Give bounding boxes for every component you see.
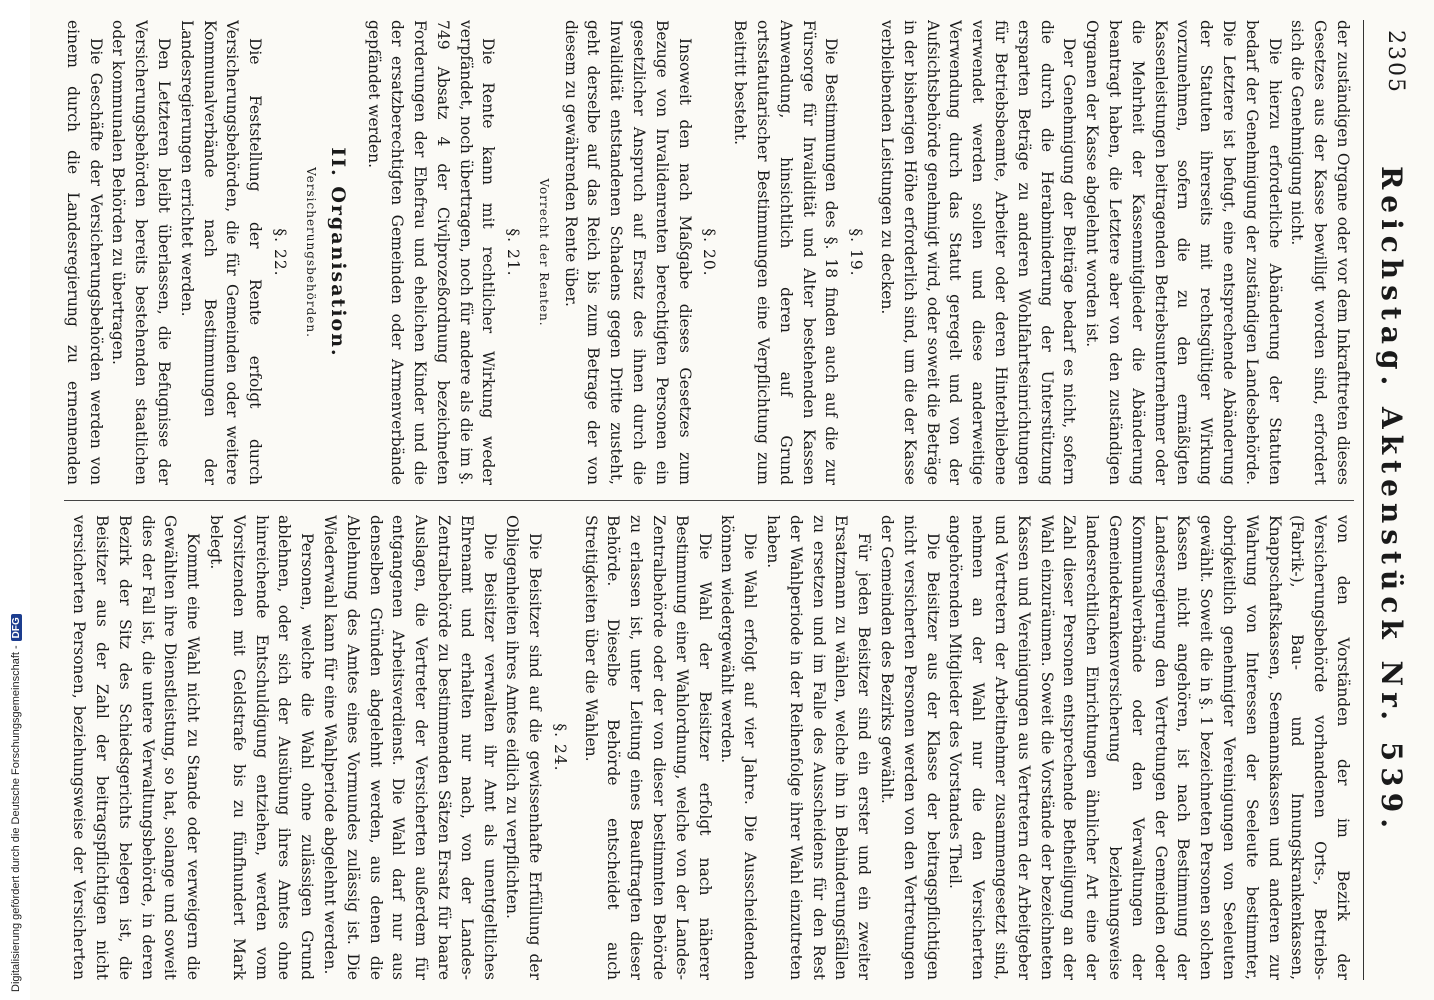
section-heading-22: §. 22. <box>270 228 289 277</box>
page-number: 2305 <box>1383 30 1408 94</box>
page-title: Reichstag. Aktenstück Nr. 539. <box>1375 166 1408 834</box>
paragraph: Kommt eine Wahl nicht zu Stande oder verweigern die Gewählten ihre Dienstleistung, so hat, solange und soweit dies der Fall ist, die untere Verwaltungsbehörde, in deren Bezirk der Sitz des Schiedsgerichts belegen ist, die Beisitzer aus der Zahl der beitragspflichtigen nicht versicherten Personen, beziehungsweise der Versicherten <box>70 515 203 980</box>
paragraph: Die Wahl der Beisitzer erfolgt nach näherer Bestimmung einer Wahlordnung, welche von der Landes-Zentralbehörde oder der von dieser bestimmten Behörde zu erlassen ist, unter Leitung eines Beauftragten dieser Behörde. Dieselbe Behörde entscheidet auch Streitigkeiten über die Wahlen. <box>581 515 714 980</box>
section-heading-19: §. 19. <box>847 228 866 277</box>
subheading: Vorrecht der Renten. <box>536 178 551 327</box>
rotated-page-content <box>30 0 1434 1000</box>
paragraph: Die Wahl erfolgt auf vier Jahre. Die Ausscheidenden können wiedergewählt werden. <box>718 515 760 980</box>
paragraph: Die Beisitzer aus der Klasse der beitragspflichtigen nicht versicherten Personen werden von den Vertretungen der Gemeinden des Bezirks gewählt. <box>878 515 942 980</box>
column-divider <box>64 500 1354 501</box>
paragraph: Die Rente kann mit rechtlicher Wirkung weder verpfändet, noch übertragen, noch für andere als die im §. 749 Absatz 4 der Civilprozeßordnung bezeichneten Forderungen der Ehefrau und ehelichen Kinder und die der ersatzberechtigten Gemeinden oder Armenverbände gepfändet werden. <box>365 20 498 485</box>
page-body <box>50 20 1414 980</box>
part-title: II. Organisation. <box>326 147 349 358</box>
digitization-credit <box>0 0 30 1000</box>
section-heading-20: §. 20. <box>700 228 719 277</box>
paragraph: Der Genehmigung der Beiträge bedarf es nicht, sofern die durch die Herabminderung der Unterstützung ersparten Beträge zu anderen Wohlfahrtseinrichtungen für Betriebsbeamte, Arbeiter oder deren Hinterbliebene verwendet werden sollen und diese anderweitige Verwendung durch das Statut geregelt und von der Aufsichtsbehörde genehmigt wird, oder soweit die Beträge in der bisherigen Höhe erforderlich sind, um die der Kasse verbleibenden Leistungen zu decken. <box>878 20 1079 485</box>
paragraph: Die hierzu erforderliche Abänderung der Statuten bedarf der Genehmigung der zuständigen Landesbehörde. Die Letztere ist befugt, eine entsprechende Abänderung der Statuten ihrerseits mit rechtsgültiger Wirkung vorzunehmen, sofern die zu den ermäßigten Kassenleistungen beitragenden Betriebsunternehmer oder die Mehrheit der Kassenmitglieder die Abänderung beantragt haben, die Letztere aber von den zuständigen Organen der Kasse abgelehnt worden ist. <box>1083 20 1284 485</box>
paragraph: Die Beisitzer verwalten ihr Amt als unentgeltliches Ehrenamt und erhalten nur nach, von der Landes-Zentralbehörde zu bestimmenden Sätzen Ersatz für baare Auslagen, die Vertreter der Versicherten außerdem für entgangenen Arbeitsverdienst. Die Wahl darf nur aus denselben Gründen abgelehnt werden, aus denen die Ablehnung des Amtes eines Vormundes zulässig ist. Die Wiederwahl kann für eine Wahlperiode abgelehnt werden. <box>320 515 499 980</box>
paragraph: Die Beisitzer sind auf die gewissenhafte Erfüllung der Obliegenheiten ihres Amtes eidlich zu verpflichten. <box>503 515 545 980</box>
text-columns <box>64 20 1354 980</box>
scanned-page <box>30 0 1434 1000</box>
paragraph: Die Feststellung der Rente erfolgt durch Versicherungsbehörden, die für Gemeinden oder weitere Kommunalverbände nach Bestimmungen der Landesregierungen errichtet werden. <box>177 20 265 485</box>
paragraph: Den Letzteren bleibt überlassen, die Befugnisse der Versicherungsbehörden bereits bestehenden staatlichen oder kommunalen Behörden zu übertragen. <box>109 20 173 485</box>
paragraph: Die Geschäfte der Versicherungsbehörden werden von einem durch die Landesregierung zu ernennenden <box>64 20 105 485</box>
credit-label: Digitalisierung gefördert durch die Deutsche Forschungsgemeinschaft - <box>10 645 22 992</box>
section-heading-24: §. 24. <box>550 723 569 772</box>
right-column <box>64 515 1354 980</box>
paragraph: von den Vorständen der im Bezirk der Versicherungsbehörde vorhandenen Orts-, Betriebs- (Fabrik-), Bau- und Innungskrankenkassen, Knappschaftskassen, Seemannskassen und anderen zur Wahrung von Interessen der Seeleute bestimmter, obrigkeitlich genehmigter Vereinigungen von Seeleuten gewählt. Soweit die in §. 1 bezeichneten Personen solchen Kassen nicht angehören, ist nach Bestimmung der Landesregierung den Vertretungen der Gemeinden oder Kommunalverbände oder den Verwaltungen der Gemeindekrankenversicherung beziehungsweise landesrechtlichen Einrichtungen ähnlicher Art eine der Zahl dieser Personen entsprechende Betheiligung an der Wahl einzuräumen. Soweit die Vorstände der bezeichneten Kassen und Vereinigungen aus Vertretern der Arbeitgeber und Vertretern der Arbeitnehmer zusammengesetzt sind, nehmen an der Wahl nur die den Versicherten angehörenden Mitglieder des Vorstandes Theil. <box>946 515 1352 980</box>
dfg-logo: DFG <box>11 614 22 641</box>
paragraph: Insoweit den nach Maßgabe dieses Gesetzes zum Bezuge von Invalidenrenten berechtigten Personen ein gesetzlicher Anspruch auf Ersatz des ihnen durch die Invalidität entstandenen Schadens gegen Dritte zusteht, geht derselbe auf das Reich bis zum Betrage der von diesem zu gewährenden Rente über. <box>561 20 694 485</box>
section-heading-21: §. 21. <box>504 228 523 277</box>
paragraph: Für jeden Beisitzer sind ein erster und ein zweiter Ersatzmann zu wählen, welche ihn in Behinderungsfällen zu ersetzen und im Falle des Ausscheidens für den Rest der Wahlperiode in der Reihenfolge ihrer Wahl einzutreten haben. <box>764 515 874 980</box>
page-header <box>1363 20 1414 980</box>
paragraph: Die Bestimmungen des §. 18 finden auch auf die zur Fürsorge für Invalidität und Alter bestehenden Kassen Anwendung, hinsichtlich deren auf Grund ortsstatutarischer Bestimmungen eine Verpflichtung zum Beitritt besteht. <box>731 20 841 485</box>
paragraph: der zuständigen Organe oder vor dem Inkrafttreten dieses Gesetzes aus der Kasse bewilligt worden sind, erfordert sich die Genehmigung nicht. <box>1288 20 1352 485</box>
paragraph: Personen, welche die Wahl ohne zulässigen Grund ablehnen, oder sich der Ausübung ihres Amtes ohne hinreichende Entschuldigung entziehen, werden vom Vorsitzenden mit Geldstrafe bis zu fünfhundert Mark belegt. <box>206 515 317 980</box>
subheading: Versicherungsbehörden. <box>303 167 318 338</box>
credit-text <box>10 614 22 992</box>
left-column <box>64 20 1354 485</box>
